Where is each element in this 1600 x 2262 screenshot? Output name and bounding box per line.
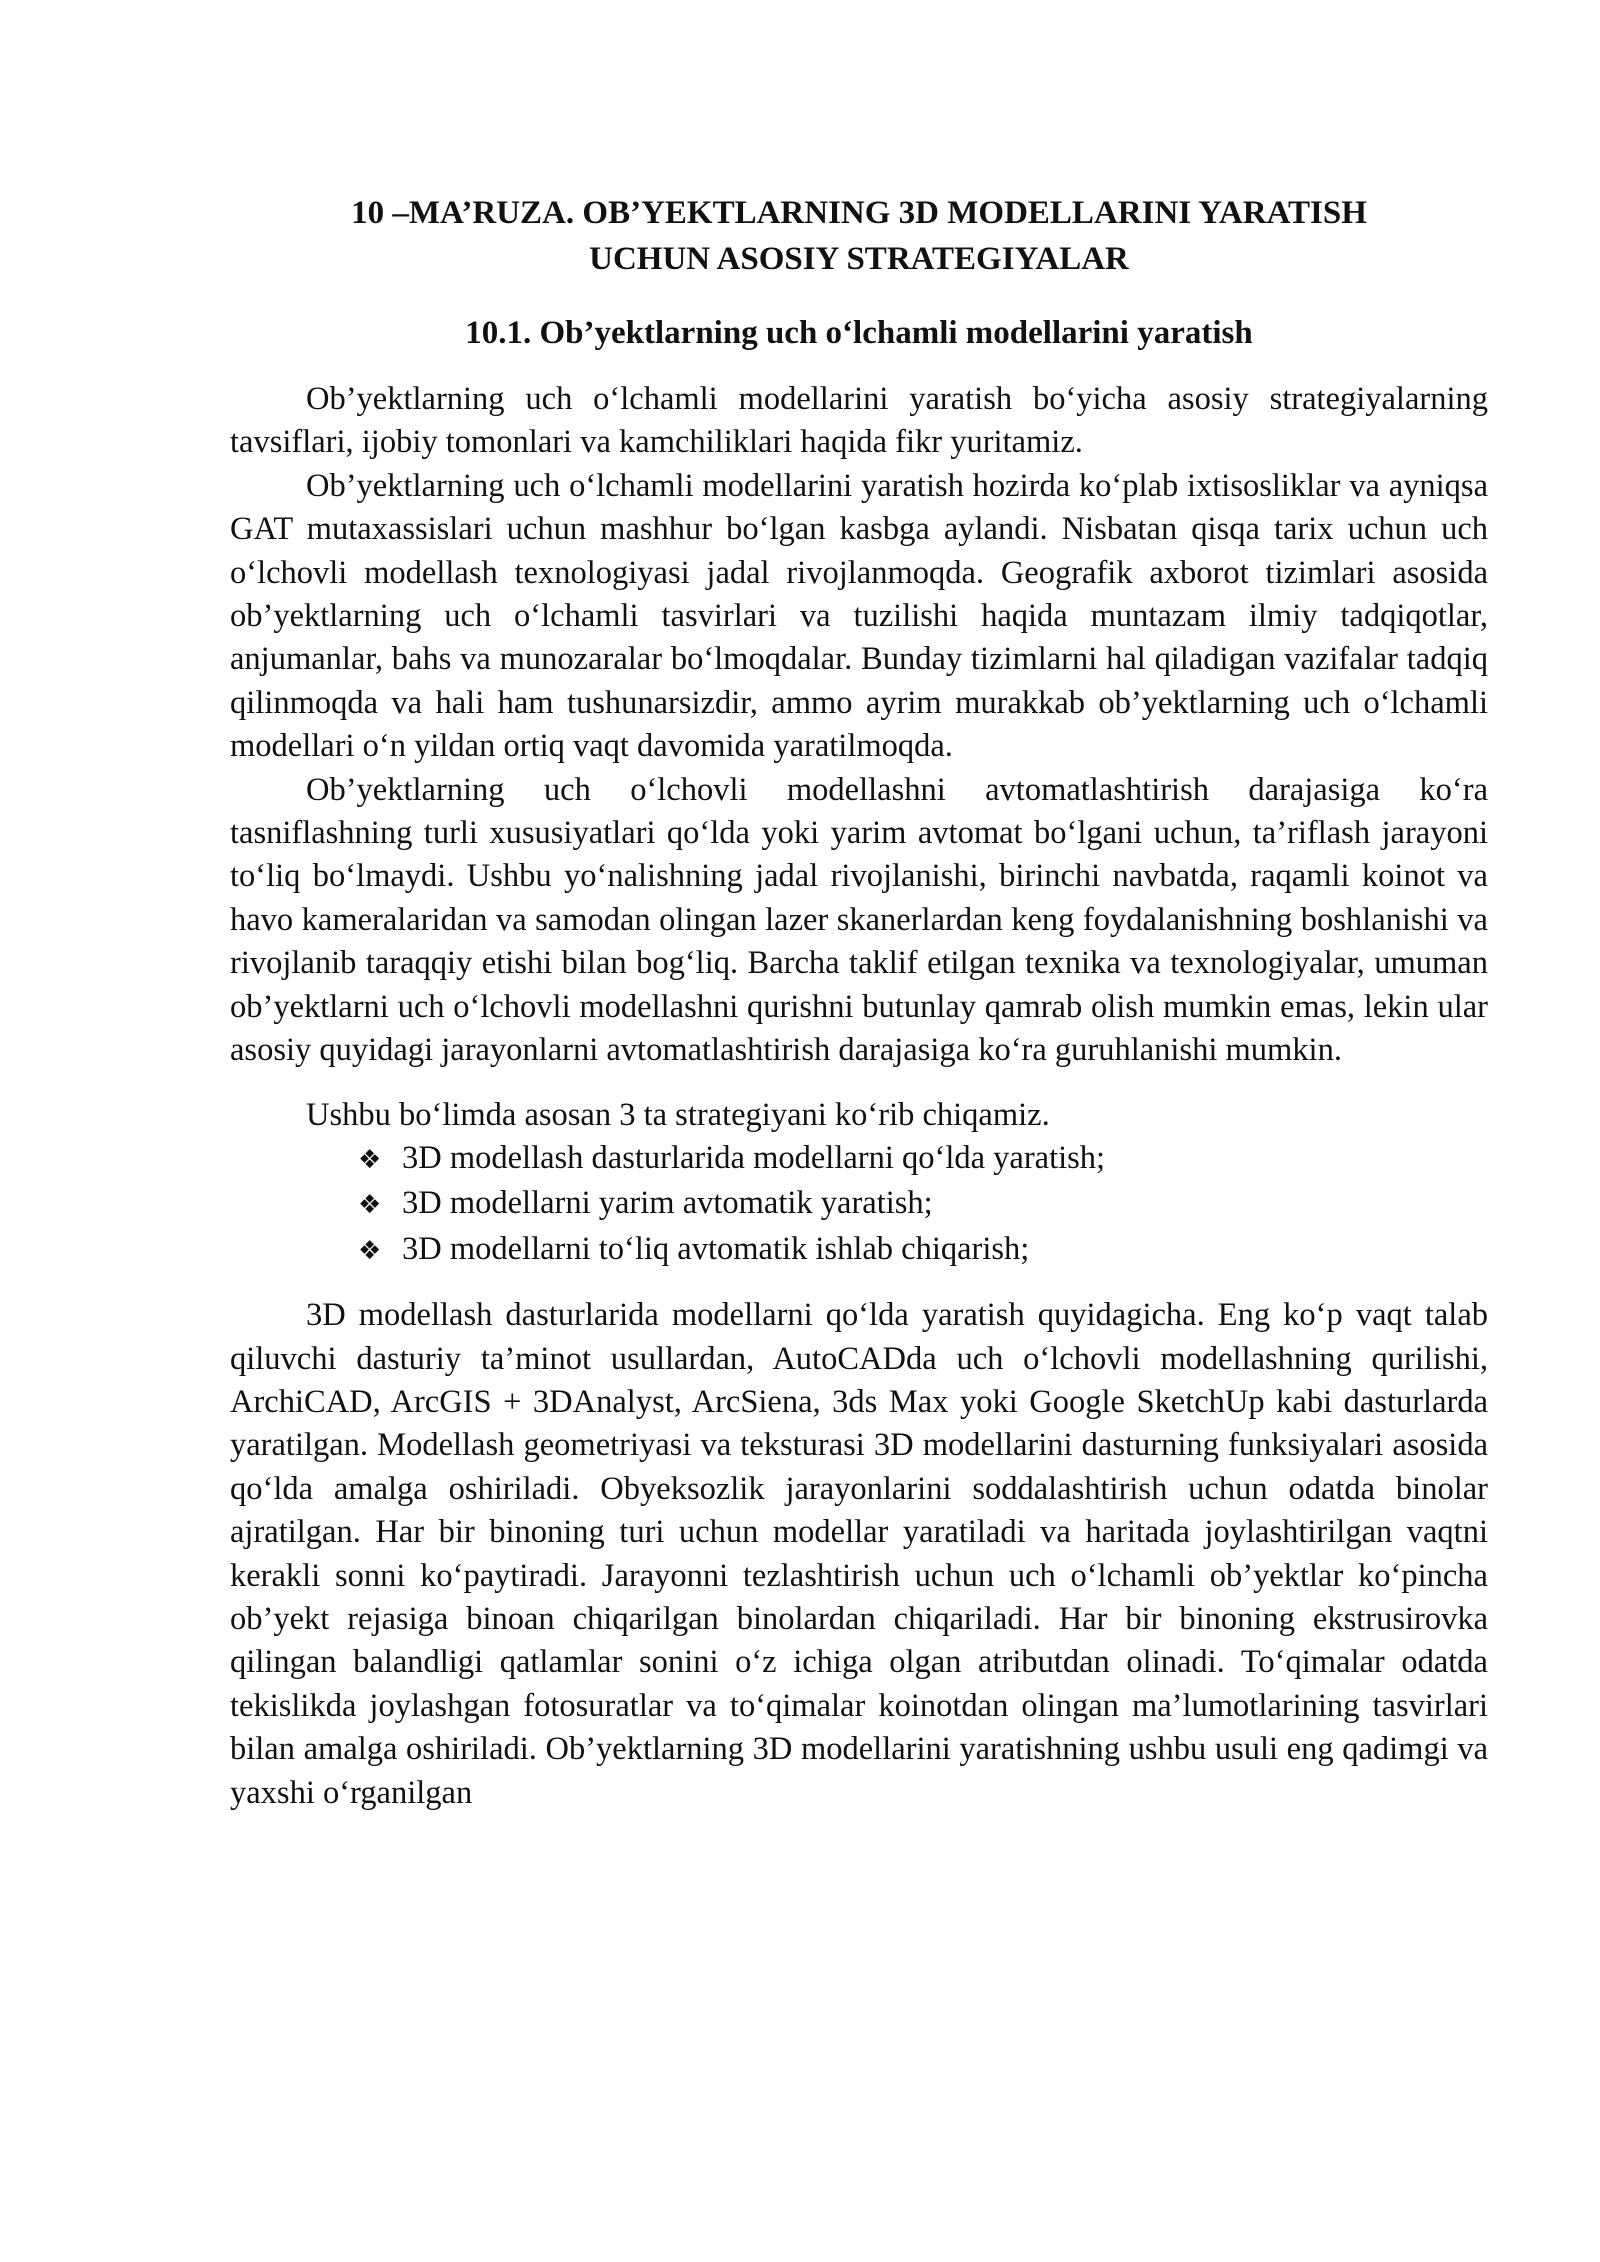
list-item <box>358 1182 1488 1227</box>
list-item <box>358 1228 1488 1273</box>
lecture-title <box>230 190 1488 282</box>
strategy-list <box>230 1137 1488 1273</box>
paragraph-manual-modeling: 3D modellash dasturlarida modellarni qo‘lda yaratish quyidagicha. Eng ko‘p vaqt talab qiluvchi dasturiy ta’minot usullardan, AutoCADda uch o‘lchovli modellashning qurilishi, ArchiCAD, ArcGIS + 3DAnalyst, ArcSiena, 3ds Max yoki Google SketchUp kabi dasturlarda yaratilgan. Modellash geometriyasi va teksturasi 3D modellarini dasturning funksiyalari asosida qo‘lda amalga oshiriladi. Obyeksozlik jarayonlarini soddalashtirish uchun odatda binolar ajratilgan. Har bir binoning turi uchun modellar yaratiladi va haritada joylashtirilgan vaqtni kerakli sonni ko‘paytiradi. Jarayonni tezlashtirish uchun uch o‘lchamli ob’yektlar ko‘pincha ob’yekt rejasiga binoan chiqarilgan binolardan chiqariladi. Har bir binoning ekstrusirovka qilingan balandligi qatlamlar sonini o‘z ichiga olgan atributdan olinadi. To‘qimalar odatda tekislikda joylashgan fotosuratlar va to‘qimalar koinotdan olingan ma’lumotlarining tasvirlari bilan amalga oshiriladi. Ob’yektlarning 3D modellarini yaratishning ushbu usuli eng qadimgi va yaxshi o‘rganilgan <box>230 1297 1488 1811</box>
list-item-text: 3D modellarni yarim avtomatik yaratish; <box>402 1185 933 1222</box>
section-heading: 10.1. Ob’yektlarning uch o‘lchamli modellarini yaratish <box>465 315 1253 351</box>
paragraph-modeling-profession: Ob’yektlarning uch o‘lchamli modellarini yaratish hozirda ko‘plab ixtisosliklar va ayniqsa GAT mutaxassislari uchun mashhur bo‘lgan kasbga aylandi. Nisbatan qisqa tarix uchun uch o‘lchovli modellash texnologiyasi jadal rivojlanmoqda. Geografik axborot tizimlari asosida ob’yektlarning uch o‘lchamli tasvirlari va tuzilishi haqida muntazam ilmiy tadqiqotlar, anjumanlar, bahs va munozaralar bo‘lmoqdalar. Bunday tizimlarni hal qiladigan vazifalar tadqiq qilinmoqda va hali ham tushunarsizdir, ammo ayrim murakkab ob’yektlarning uch o‘lchamli modellari o‘n yildan ortiq vaqt davomida yaratilmoqda. <box>230 467 1488 765</box>
lecture-title-line-2: UCHUN ASOSIY STRATEGIYALAR <box>589 241 1129 277</box>
paragraph-strategies-intro: Ushbu bo‘limda asosan 3 ta strategiyani ko‘rib chiqamiz. <box>306 1096 1050 1133</box>
document-page <box>230 190 1488 1815</box>
lecture-title-line-1: 10 –MA’RUZA. OB’YEKTLARNING 3D MODELLARINI YARATISH <box>351 195 1367 231</box>
four-diamond-bullet-icon: ❖ <box>358 1235 382 1266</box>
list-item-text: 3D modellarni to‘liq avtomatik ishlab chiqarish; <box>402 1230 1030 1267</box>
four-diamond-bullet-icon: ❖ <box>358 1144 382 1175</box>
four-diamond-bullet-icon: ❖ <box>358 1190 382 1221</box>
list-item-text: 3D modellash dasturlarida modellarni qo‘lda yaratish; <box>402 1139 1106 1176</box>
paragraph-automation-levels: Ob’yektlarning uch o‘lchovli modellashni avtomatlashtirish darajasiga ko‘ra tasniflashning turli xususiyatlari qo‘lda yoki yarim avtomat bo‘lgani uchun, ta’riflash jarayoni to‘liq bo‘lmaydi. Ushbu yo‘nalishning jadal rivojlanishi, birinchi navbatda, raqamli koinot va havo kameralaridan va samodan olingan lazer skanerlardan keng foydalanishning boshlanishi va rivojlanib taraqqiy etishi bilan bog‘liq. Barcha taklif etilgan texnika va texnologiyalar, umuman ob’yektlarni uch o‘lchovli modellashni qurishni butunlay qamrab olish mumkin emas, lekin ular asosiy quyidagi jarayonlarni avtomatlashtirish darajasiga ko‘ra guruhlanishi mumkin. <box>230 771 1488 1069</box>
list-item <box>358 1137 1488 1182</box>
paragraph-intro: Ob’yektlarning uch o‘lchamli modellarini yaratish bo‘yicha asosiy strategiyalarning tavsiflari, ijobiy tomonlari va kamchiliklari haqida fikr yuritamiz. <box>230 381 1488 461</box>
